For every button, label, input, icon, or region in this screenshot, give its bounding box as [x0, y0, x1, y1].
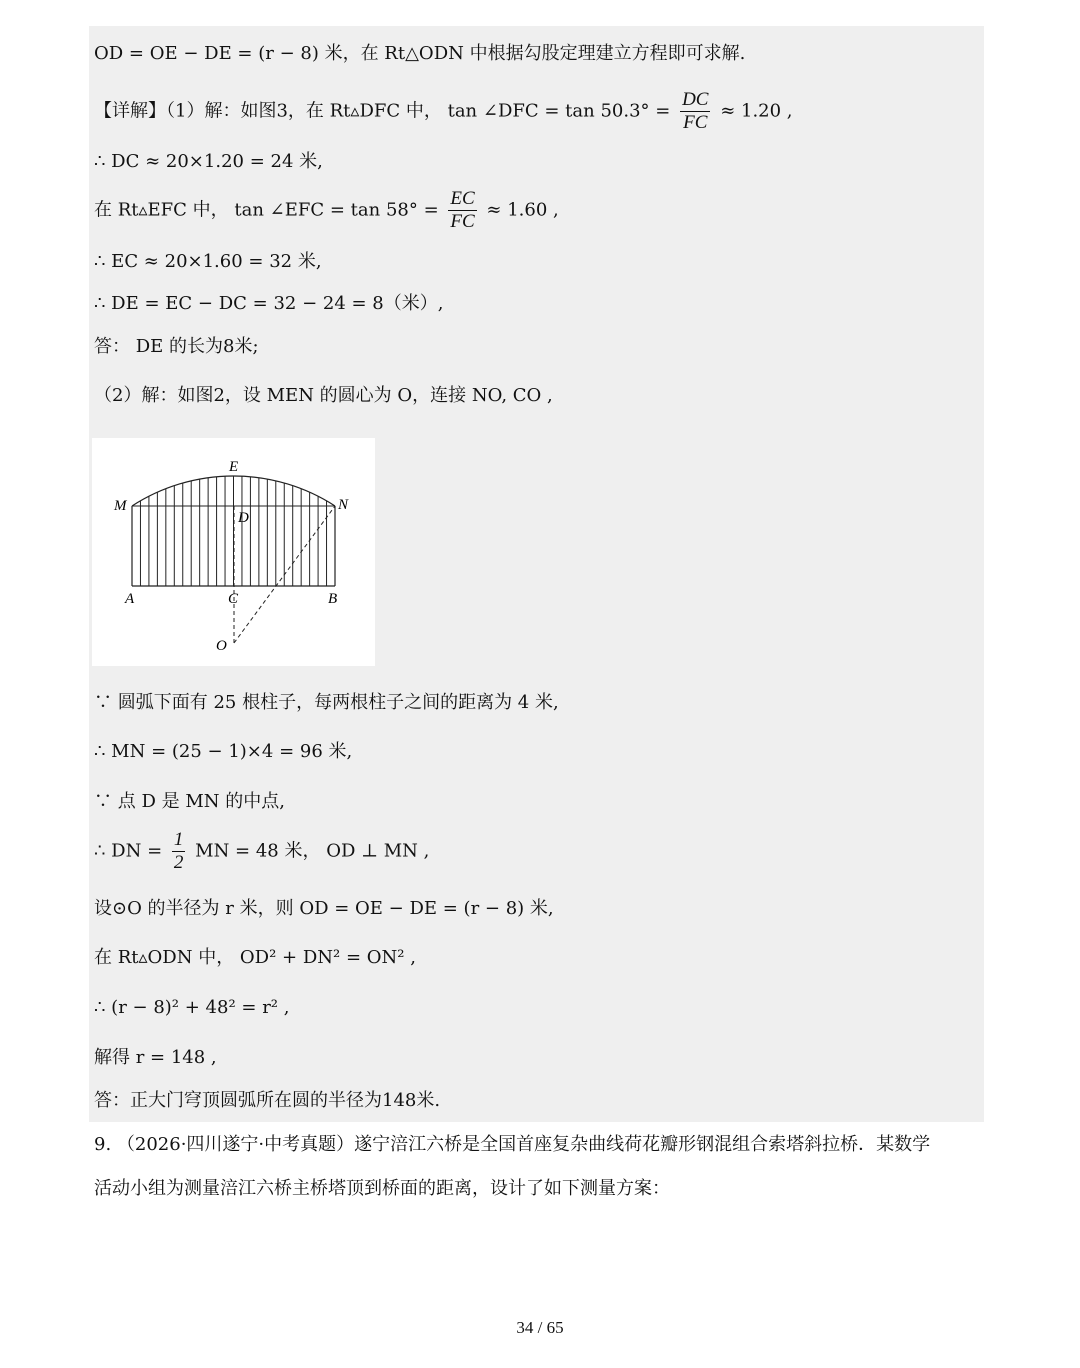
solution-line: 答：正大门穹顶圆弧所在圆的半径为148米. — [94, 1090, 441, 1111]
label-D: D — [238, 510, 249, 526]
solution-line: （2）解：如图2，设 MEN 的圆心为 O，连接 NO, CO , — [94, 385, 553, 406]
label-M: M — [114, 498, 127, 514]
solution-line: OD = OE − DE = (r − 8) 米，在 Rt△ODN 中根据勾股定理建立方程即可求解. — [94, 43, 746, 64]
solution-line: ∴ DN = $\frac{1}{2}$ MN = 48 米， OD ⊥ MN , — [94, 829, 430, 873]
label-C: C — [228, 591, 239, 607]
solution-line: 在 Rt▵EFC 中， tan ∠EFC = tan 58° = $\frac{EC}{FC}$ ≈ 1.60 , — [94, 188, 559, 232]
label-E: E — [229, 459, 239, 475]
label-O: O — [216, 638, 227, 654]
fraction: $\frac{DC}{FC}$ — [682, 89, 709, 133]
solution-line: ∴ DC ≈ 20×1.20 = 24 米, — [94, 151, 323, 172]
fraction: $\frac{1}{2}$ — [173, 829, 184, 873]
question-9-line: 活动小组为测量涪江六桥主桥塔顶到桥面的距离，设计了如下测量方案： — [94, 1178, 670, 1199]
page-number: 34 / 65 — [516, 1318, 564, 1337]
solution-line: ∴ EC ≈ 20×1.60 = 32 米, — [94, 251, 322, 272]
solution-line: ∵ 点 D 是 MN 的中点, — [94, 791, 285, 812]
solution-line: 在 Rt▵ODN 中， OD² + DN² = ON² , — [94, 947, 416, 968]
solution-line: 【详解】（1）解：如图3，在 Rt▵DFC 中， tan ∠DFC = tan 50.3° = $\frac{DC}{FC}$ ≈ 1.20 , — [94, 89, 793, 133]
solution-line: 解得 r = 148 , — [94, 1047, 217, 1068]
arch-figure — [92, 438, 375, 666]
label-N: N — [338, 497, 349, 513]
solution-line: 答： DE 的长为8米; — [94, 336, 259, 357]
solution-line: ∴ DE = EC − DC = 32 − 24 = 8（米）, — [94, 293, 444, 314]
solution-line: 设⊙O 的半径为 r 米，则 OD = OE − DE = (r − 8) 米, — [94, 898, 554, 919]
solution-line: ∴ MN = (25 − 1)×4 = 96 米, — [94, 741, 353, 762]
solution-line: ∴ (r − 8)² + 48² = r² , — [94, 997, 290, 1018]
fraction: $\frac{EC}{FC}$ — [450, 188, 475, 232]
label-A: A — [125, 591, 135, 607]
solution-line: ∵ 圆弧下面有 25 根柱子，每两根柱子之间的距离为 4 米, — [94, 692, 559, 713]
label-B: B — [328, 591, 338, 607]
arch-diagram — [92, 438, 375, 666]
question-9-line: 9. （2026·四川遂宁·中考真题）遂宁涪江六桥是全国首座复杂曲线荷花瓣形钢混组合索塔斜拉桥．某数学 — [94, 1134, 931, 1155]
